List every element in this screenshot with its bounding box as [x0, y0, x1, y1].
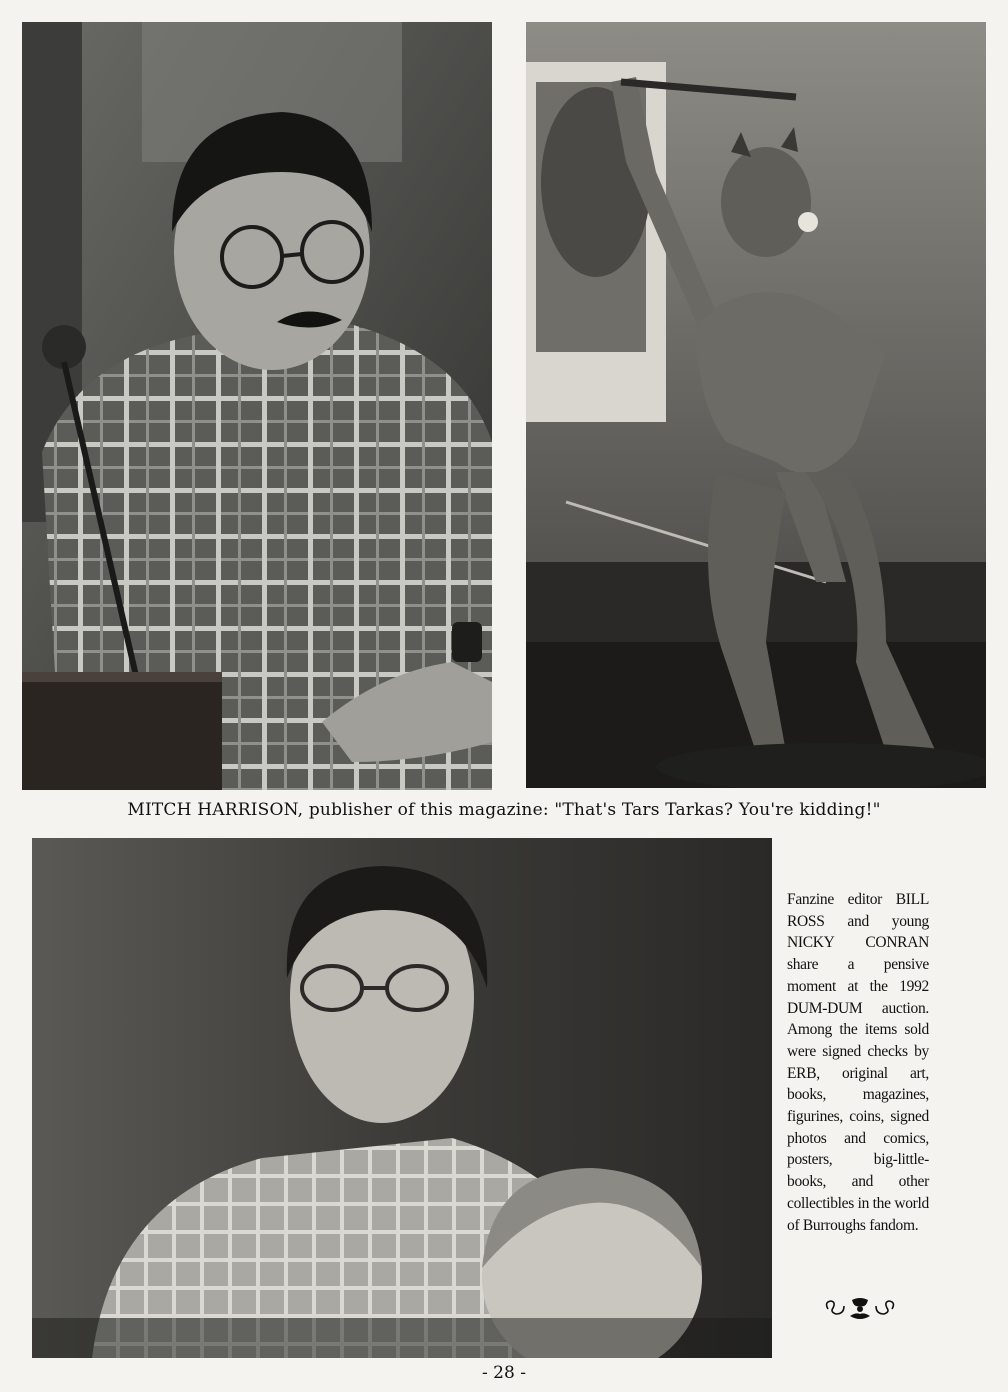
tars-tarkas-statue-illustration — [526, 22, 986, 788]
side-caption: Fanzine editor BILL ROSS and young NICKY CONRAN share a pensive moment at the 1992 DUM-DUM auction. Among the items sold were signed checks by ERB, original art, books, magazines, figurines, coins, signed photos and comics, posters, big-little-books, and other collectibles in the world of Burroughs fandom. — [787, 891, 929, 1234]
page-number: - 28 - — [482, 1363, 526, 1383]
bill-ross-illustration — [32, 838, 772, 1358]
top-photo-caption: MITCH HARRISON, publisher of this magazine: "That's Tars Tarkas? You're kidding!" — [127, 800, 881, 820]
tars-tarkas-statue-photo — [526, 22, 986, 788]
bill-ross-photo — [32, 838, 772, 1358]
ornament-icon — [822, 1296, 898, 1322]
mitch-harrison-illustration — [22, 22, 492, 790]
mitch-harrison-photo — [22, 22, 492, 790]
